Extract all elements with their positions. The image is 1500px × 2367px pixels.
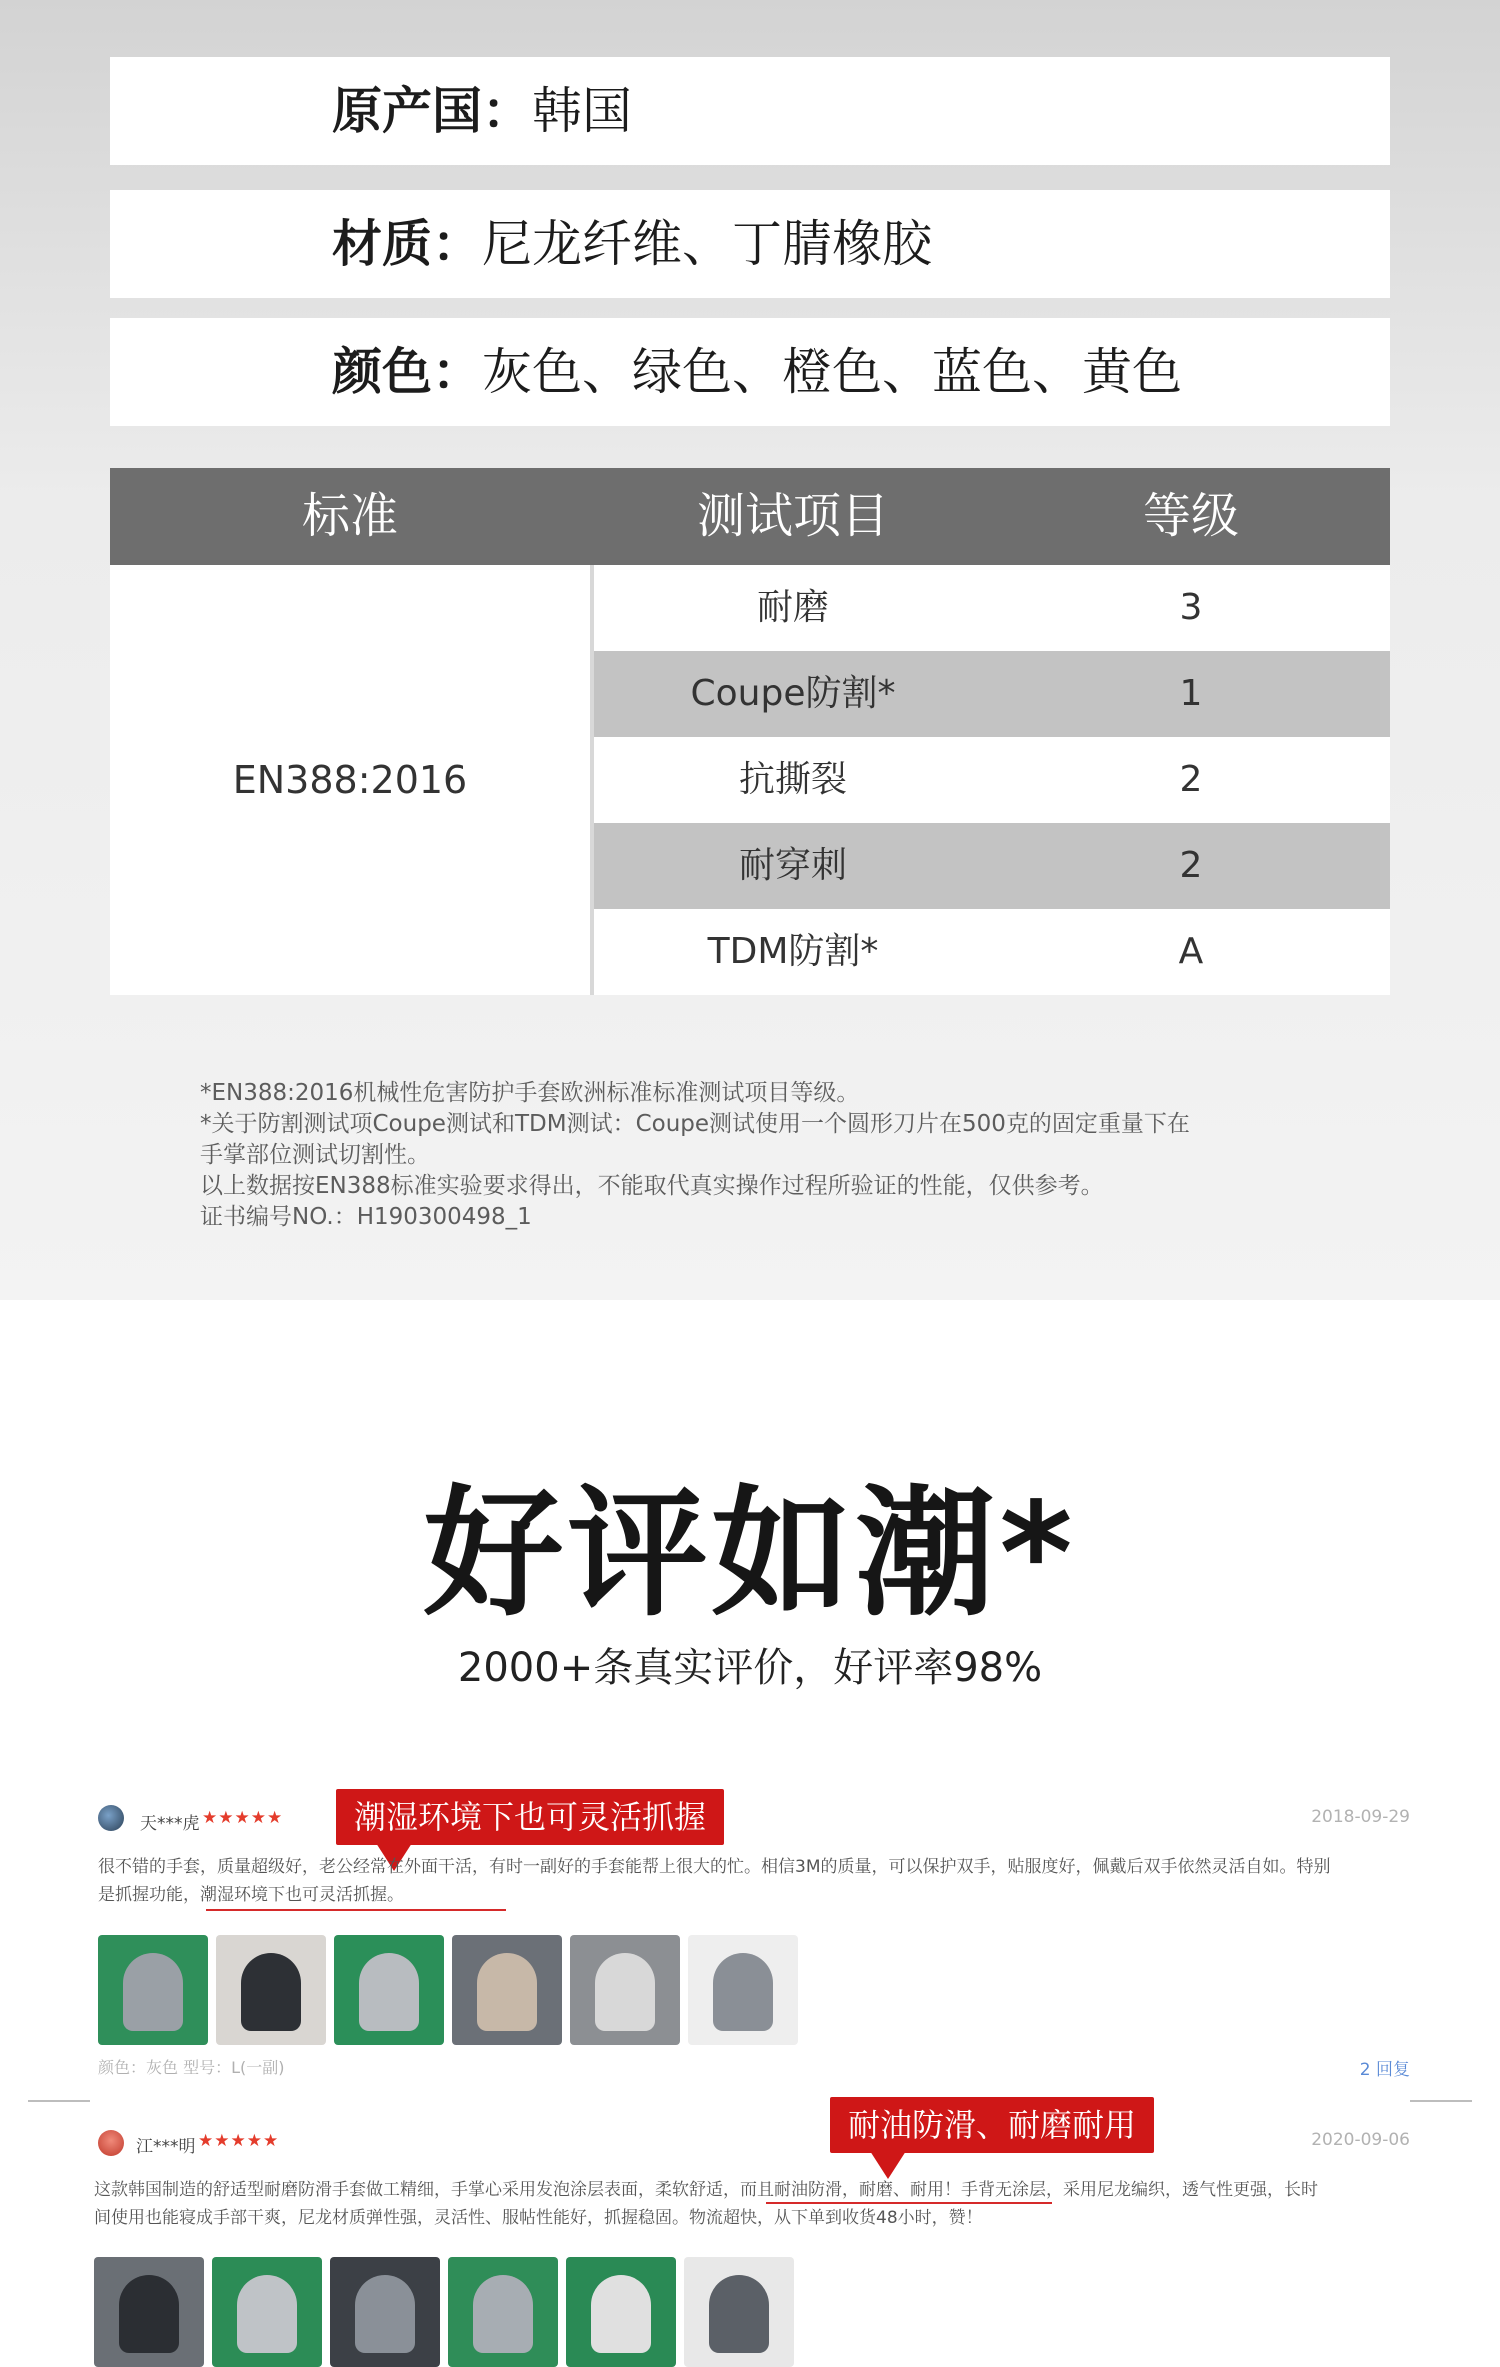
review-photo[interactable] (566, 2257, 676, 2367)
test-item: 耐磨 (756, 587, 829, 628)
test-level: 1 (1179, 673, 1203, 714)
test-level: 2 (1179, 845, 1203, 886)
user-avatar (98, 2130, 124, 2156)
rating-stars: ★★★★★ (202, 1808, 284, 1828)
reviews-subtitle: 2000+条真实评价，好评率98% (457, 1645, 1043, 1691)
material-bar (110, 190, 1390, 298)
reply-link[interactable]: 2 回复 (1359, 2060, 1410, 2080)
review-photo[interactable] (330, 2257, 440, 2367)
review-card-1 (90, 1785, 1410, 2085)
highlight-underline (766, 2202, 1052, 2204)
header-test-item: 测试项目 (696, 488, 889, 544)
test-item: 耐穿刺 (738, 845, 847, 886)
review-card-2 (90, 2092, 1410, 2322)
review-text (94, 2176, 1394, 2232)
rating-stars: ★★★★★ (198, 2131, 280, 2151)
review-photo[interactable] (334, 1935, 444, 2045)
table-row (594, 565, 1390, 651)
review-text-line: 这款韩国制造的舒适型耐磨防滑手套做工精细，手掌心采用发泡涂层表面，柔软舒适，而且耐油防滑，耐磨、耐用！手背无涂层，采用尼龙编织，透气性更强，长时 (94, 2180, 1318, 2200)
review-photo[interactable] (216, 1935, 326, 2045)
review-text-line: 很不错的手套，质量超级好，老公经常在外面干活，有时一副好的手套能帮上很大的忙。相信3M的质量，可以保护双手，贴服度好，佩戴后双手依然灵活自如。特别 (98, 1857, 1331, 1877)
review-text-line: 是抓握功能，潮湿环境下也可灵活抓握。 (98, 1885, 404, 1905)
footnote-line: 手掌部位测试切割性。 (200, 1142, 430, 1168)
review-text (98, 1853, 1398, 1909)
review-photo[interactable] (98, 1935, 208, 2045)
review-photo[interactable] (684, 2257, 794, 2367)
color-label: 颜色： (332, 343, 482, 401)
test-level: 3 (1179, 587, 1203, 628)
footnote-line: *EN388:2016机械性危害防护手套欧洲标准标准测试项目等级。 (200, 1080, 860, 1106)
origin-bar (110, 57, 1390, 165)
review-photo[interactable] (452, 1935, 562, 2045)
material-label: 材质： (332, 215, 482, 273)
footnote-line: 以上数据按EN388标准实验要求得出，不能取代真实操作过程所验证的性能，仅供参考。 (200, 1173, 1104, 1199)
table-row (594, 737, 1390, 823)
test-level: 2 (1179, 759, 1203, 800)
review-photo[interactable] (570, 1935, 680, 2045)
reviews-title: 好评如潮* (423, 1473, 1077, 1636)
footnote-line: 证书编号NO.：H190300498_1 (200, 1204, 532, 1230)
color-value: 灰色、绿色、橙色、蓝色、黄色 (482, 343, 1182, 401)
test-level: A (1178, 931, 1204, 972)
origin-label: 原产国： (332, 82, 532, 140)
header-level: 等级 (1142, 488, 1239, 544)
highlight-callout: 潮湿环境下也可灵活抓握 (336, 1789, 724, 1845)
review-photo[interactable] (94, 2257, 204, 2367)
standard-cell: EN388:2016 (110, 565, 590, 995)
review-username: 天***虎 (140, 1814, 200, 1834)
review-meta: 颜色：灰色 型号：L(一副) (98, 2058, 285, 2077)
test-item: Coupe防割* (690, 673, 896, 714)
review-text-line: 间使用也能寝成手部干爽，尼龙材质弹性强，灵活性、服帖性能好，抓握稳固。物流超快，从下单到收货48小时，赞！ (94, 2208, 983, 2228)
header-standard: 标准 (301, 488, 398, 544)
user-avatar (98, 1805, 124, 1831)
review-photo[interactable] (212, 2257, 322, 2367)
table-row (594, 909, 1390, 995)
test-item: TDM防割* (707, 931, 879, 972)
review-date: 2020-09-06 (1311, 2130, 1410, 2150)
footnote-line: *关于防割测试项Coupe测试和TDM测试：Coupe测试使用一个圆形刀片在500克的固定重量下在 (200, 1111, 1190, 1137)
review-username: 江***明 (136, 2137, 196, 2157)
highlight-callout: 耐油防滑、耐磨耐用 (830, 2097, 1154, 2153)
table-row (594, 651, 1390, 737)
table-row (594, 823, 1390, 909)
footnotes (200, 1078, 1350, 1233)
material-value: 尼龙纤维、丁腈橡胶 (482, 215, 932, 273)
highlight-underline (206, 1909, 506, 1911)
test-item: 抗撕裂 (738, 759, 847, 800)
review-photo[interactable] (448, 2257, 558, 2367)
review-photo[interactable] (688, 1935, 798, 2045)
color-bar (110, 318, 1390, 426)
origin-value: 韩国 (532, 82, 632, 140)
review-date: 2018-09-29 (1311, 1807, 1410, 1827)
table-header (110, 468, 1390, 565)
